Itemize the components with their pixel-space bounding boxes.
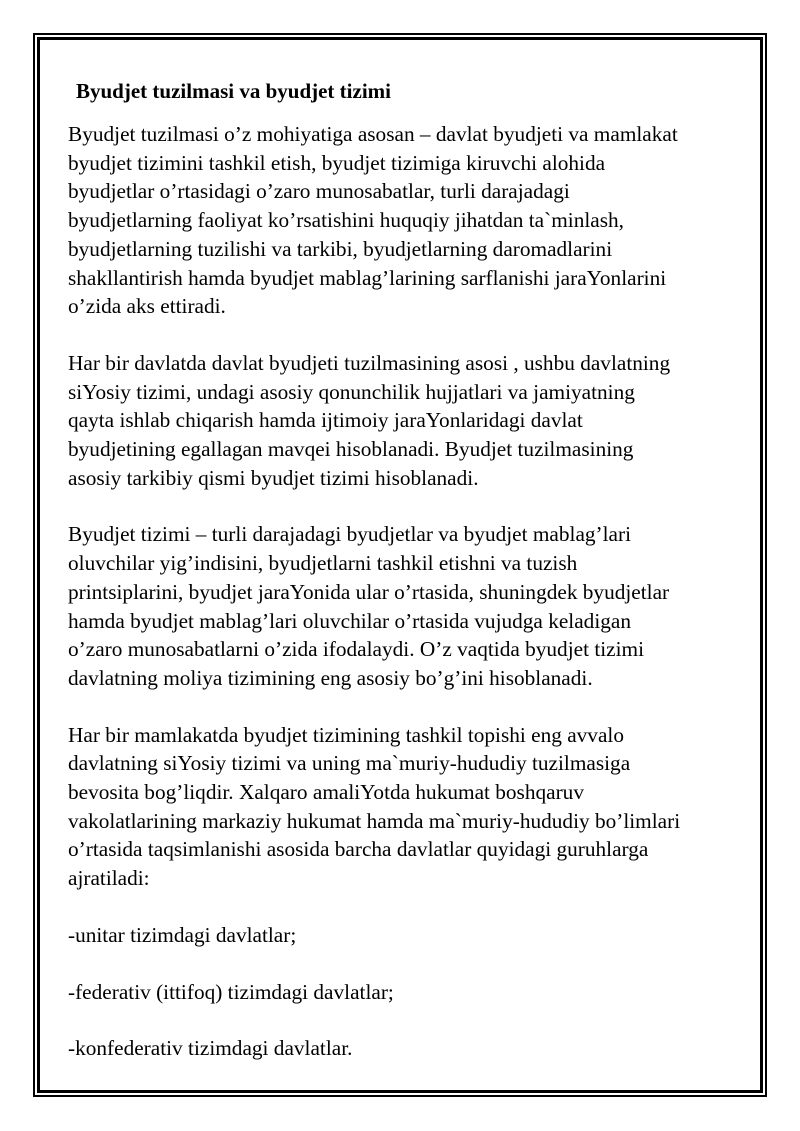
text-line: o’rtasida taqsimlanishi asosida barcha davlatlar quyidagi guruhlarga (68, 837, 649, 862)
text-line: asosiy tarkibiy qismi byudjet tizimi hisoblanadi. (68, 465, 479, 490)
text-line: ajratiladi: (68, 866, 150, 891)
paragraph-3 (68, 520, 768, 692)
text-line: Har bir mamlakatda byudjet tizimining tashkil topishi eng avvalo (68, 722, 624, 747)
paragraph-4 (68, 721, 768, 893)
text-line: davlatning siYosiy tizimi va uning ma`muriy-hududiy tuzilmasiga (68, 751, 631, 776)
paragraph-2 (68, 349, 768, 493)
text-line: byudjetlarning tuzilishi va tarkibi, byudjetlarning daromadlarini (68, 236, 613, 261)
text-line: byudjet tizimini tashkil etish, byudjet tizimiga kiruvchi alohida (68, 150, 606, 175)
list-item: -unitar tizimdagi davlatlar; (68, 922, 297, 947)
list-item: -konfederativ tizimdagi davlatlar. (68, 1036, 353, 1061)
text-line: Har bir davlatda davlat byudjeti tuzilmasining asosi , ushbu davlatning (68, 350, 671, 375)
text-line: oluvchilar yig’indisini, byudjetlarni tashkil etishni va tuzish (68, 551, 578, 576)
text-line: qayta ishlab chiqarish hamda ijtimoiy jaraYonlaridagi davlat (68, 408, 583, 433)
text-line: vakolatlarining markaziy hukumat hamda ma`muriy-hududiy bo’limlari (68, 808, 681, 833)
text-line: printsiplarini, byudjet jaraYonida ular o’rtasida, shuningdek byudjetlar (68, 579, 670, 604)
document-title: Byudjet tuzilmasi va byudjet tizimi (76, 79, 391, 103)
list-item: -federativ (ittifoq) tizimdagi davlatlar; (68, 979, 394, 1004)
text-line: byudjetlar o’rtasidagi o’zaro munosabatlar, turli darajadagi (68, 179, 570, 204)
text-line: byudjetlarning faoliyat ko’rsatishini huquqiy jihatdan ta`minlash, (68, 208, 624, 233)
document-body (68, 76, 768, 1091)
text-line: siYosiy tizimi, undagi asosiy qonunchilik hujjatlari va jamiyatning (68, 379, 635, 404)
text-line: o’zaro munosabatlarni o’zida ifodalaydi. O’z vaqtida byudjet tizimi (68, 637, 645, 662)
text-line: Byudjet tuzilmasi o’z mohiyatiga asosan – davlat byudjeti va mamlakat (68, 122, 678, 146)
paragraph-1 (68, 120, 768, 321)
text-line: Byudjet tizimi – turli darajadagi byudjetlar va byudjet mablag’lari (68, 522, 632, 547)
text-line: hamda byudjet mablag’lari oluvchilar o’rtasida vujudga keladigan (68, 608, 631, 633)
text-line: byudjetining egallagan mavqei hisoblanadi. Byudjet tuzilmasining (68, 437, 634, 462)
text-line: shakllantirish hamda byudjet mablag’larining sarflanishi jaraYonlarini (68, 265, 667, 290)
text-line: o’zida aks ettiradi. (68, 294, 226, 319)
text-line: davlatning moliya tizimining eng asosiy bo’g’ini hisoblanadi. (68, 665, 593, 690)
text-line: bevosita bog’liqdir. Xalqaro amaliYotda hukumat boshqaruv (68, 780, 584, 805)
